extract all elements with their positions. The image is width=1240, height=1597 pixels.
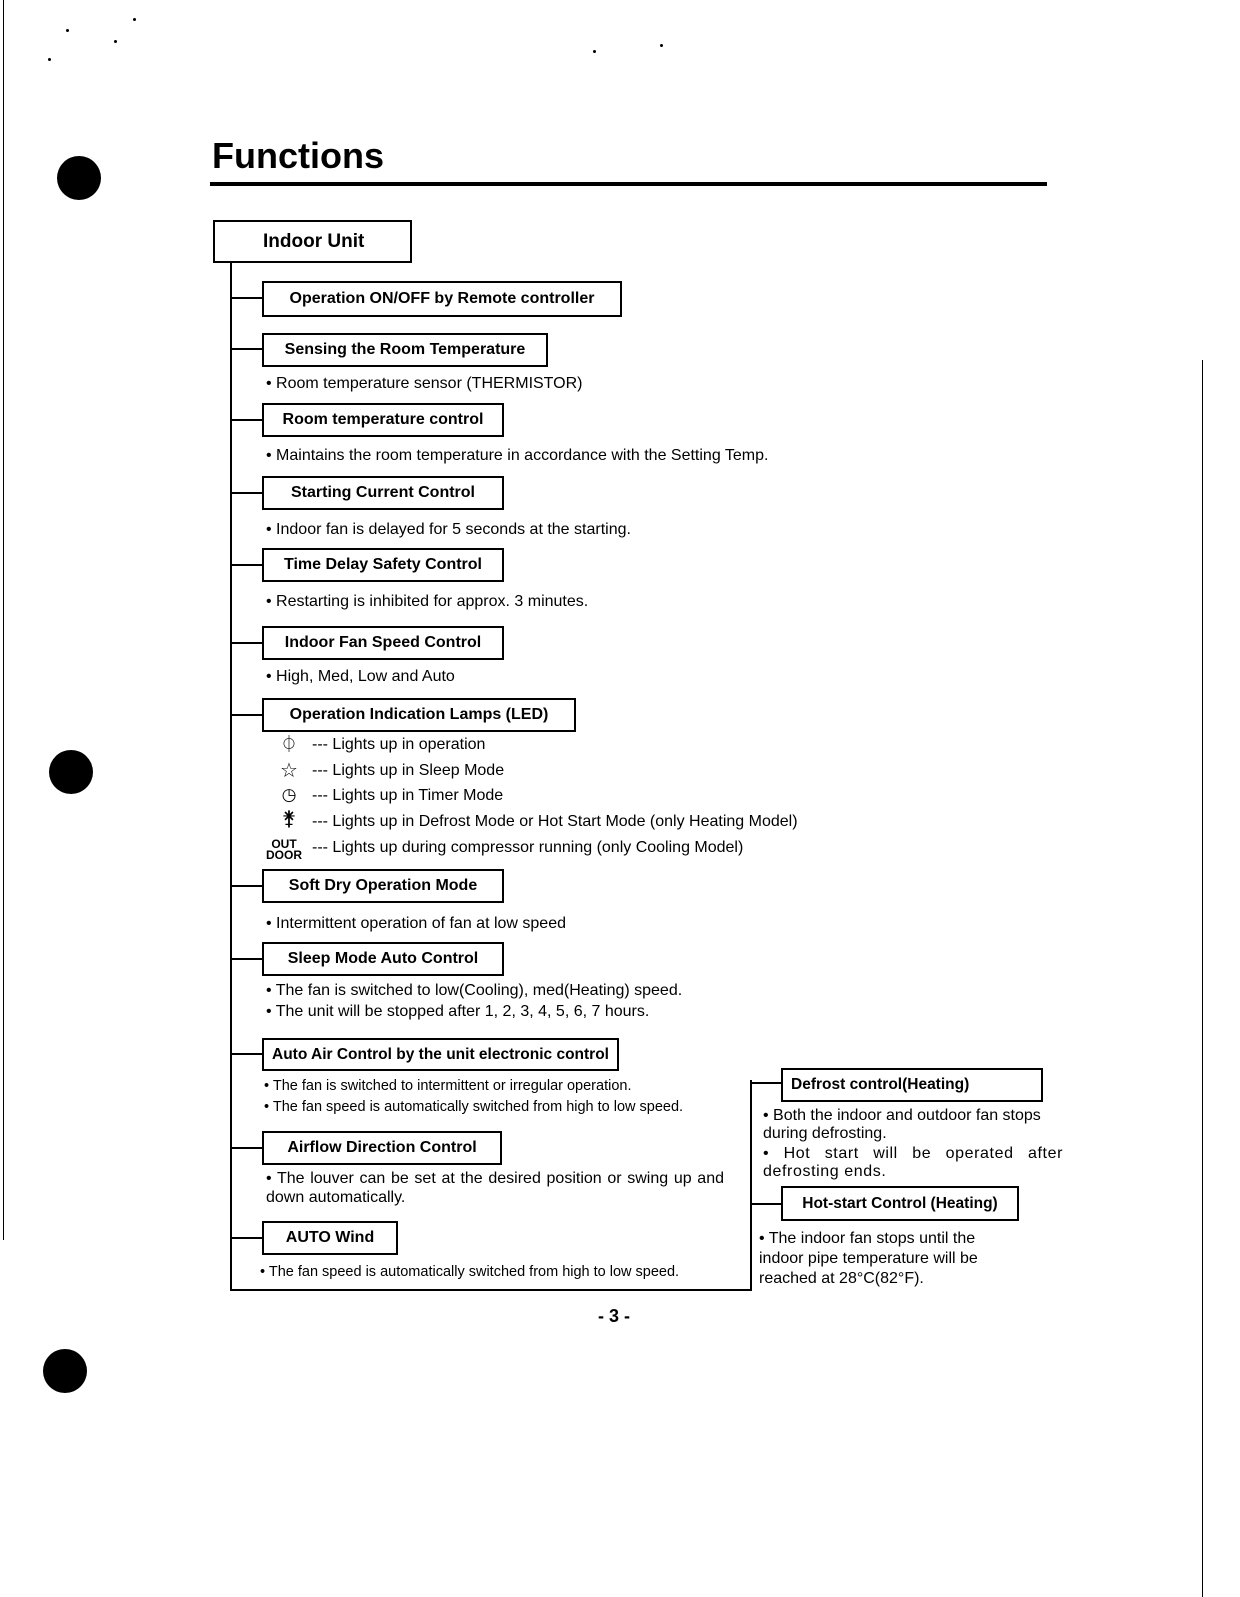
function-box-sleep-mode [262, 942, 504, 976]
scan-speck [48, 58, 51, 61]
function-note: • The fan speed is automatically switched from high to low speed. [260, 1264, 680, 1280]
root-box-indoor-unit [213, 220, 412, 263]
function-note: • Both the indoor and outdoor fan stops during defrosting. [763, 1107, 1041, 1142]
connector [230, 642, 263, 644]
connector [230, 348, 263, 350]
function-box-room-temp-control [262, 403, 504, 437]
function-label: Hot-start Control (Heating) [802, 1194, 998, 1212]
connector [230, 1237, 263, 1239]
tree-trunk [230, 263, 232, 1291]
binder-hole-middle [49, 750, 93, 794]
function-note: • Intermittent operation of fan at low speed [266, 915, 566, 932]
function-box-time-delay-safety [262, 548, 504, 582]
function-note: • The fan speed is automatically switched from high to low speed. [264, 1099, 684, 1115]
function-label: Airflow Direction Control [287, 1139, 477, 1156]
defrost-icon: ⚵ [281, 808, 297, 830]
function-note: • Indoor fan is delayed for 5 seconds at the starting. [266, 521, 631, 538]
function-note: • High, Med, Low and Auto [266, 668, 455, 685]
outdoor-label-bottom: DOOR [266, 848, 302, 862]
connector [230, 564, 263, 566]
side-trunk [750, 1080, 752, 1291]
function-box-fan-speed [262, 626, 504, 660]
function-box-airflow-direction [262, 1131, 502, 1165]
lamp-description: --- Lights up in Sleep Mode [312, 762, 505, 779]
function-box-hot-start [781, 1186, 1019, 1221]
function-note: • Maintains the room temperature in accordance with the Setting Temp. [266, 447, 769, 464]
power-icon: ⏀ [280, 735, 298, 754]
function-box-defrost [781, 1068, 1043, 1102]
function-note: • The unit will be stopped after 1, 2, 3, 4, 5, 6, 7 hours. [266, 1003, 650, 1020]
function-note: • Hot start will be operated after defrosting ends. [763, 1145, 1063, 1180]
binder-hole-top [57, 156, 101, 200]
function-label: Indoor Fan Speed Control [284, 634, 482, 651]
connector [230, 958, 263, 960]
tree-bottom-rule [230, 1289, 752, 1291]
connector [230, 297, 263, 299]
scan-speck [114, 40, 117, 43]
function-label: Starting Current Control [291, 484, 475, 501]
function-box-soft-dry [262, 869, 504, 903]
scan-speck [660, 44, 663, 47]
function-box-indication-lamps [262, 698, 576, 732]
function-note: • The indoor fan stops until the indoor pipe temperature will be reached at 28°C(82°F). [759, 1230, 978, 1287]
connector [230, 714, 263, 716]
function-label: Auto Air Control by the unit electronic control [272, 1045, 609, 1063]
connector [230, 492, 263, 494]
function-note: • Room temperature sensor (THERMISTOR) [266, 375, 583, 392]
lamp-description: --- Lights up in operation [312, 736, 486, 753]
lamp-description: --- Lights up in Defrost Mode or Hot Start Mode (only Heating Model) [312, 813, 798, 830]
outdoor-label-top: OUT [271, 837, 297, 851]
function-note: • The louver can be set at the desired position or swing up and down automatically. [266, 1170, 724, 1206]
function-box-auto-wind [262, 1221, 398, 1255]
connector [750, 1082, 782, 1084]
connector [750, 1203, 782, 1205]
lamp-description: --- Lights up during compressor running (only Cooling Model) [312, 839, 744, 856]
page-title: Functions [212, 135, 384, 176]
function-label: Time Delay Safety Control [284, 556, 482, 573]
page-number: - 3 - [598, 1306, 631, 1326]
binder-hole-bottom [43, 1349, 87, 1393]
function-label: Operation Indication Lamps (LED) [289, 706, 549, 723]
function-box-operation-onoff [262, 281, 622, 317]
timer-icon: ◷ [281, 785, 297, 804]
function-label: Soft Dry Operation Mode [288, 877, 478, 894]
right-page-edge [1202, 360, 1203, 1597]
scan-speck [66, 29, 69, 32]
function-label: AUTO Wind [285, 1229, 375, 1246]
connector [230, 1053, 263, 1055]
function-label: Defrost control(Heating) [791, 1076, 970, 1094]
scan-speck [593, 50, 596, 53]
left-page-edge [3, 0, 4, 1240]
function-box-sensing-room-temp [262, 333, 548, 367]
star-icon: ☆ [280, 760, 298, 782]
connector [230, 419, 263, 421]
outdoor-label-icon [262, 839, 306, 861]
root-label: Indoor Unit [263, 231, 365, 252]
function-note: • The fan is switched to low(Cooling), med(Heating) speed. [266, 982, 683, 999]
function-label: Sensing the Room Temperature [284, 341, 526, 358]
function-note: • Restarting is inhibited for approx. 3 minutes. [266, 593, 589, 610]
function-box-starting-current [262, 476, 504, 510]
scan-speck [133, 18, 136, 21]
function-box-auto-air [262, 1038, 619, 1071]
lamp-description: --- Lights up in Timer Mode [312, 787, 504, 804]
connector [230, 1147, 263, 1149]
title-rule [210, 182, 1047, 186]
function-label: Room temperature control [282, 411, 484, 428]
function-note: • The fan is switched to intermittent or irregular operation. [264, 1078, 632, 1094]
function-label: Operation ON/OFF by Remote controller [289, 290, 595, 307]
connector [230, 885, 263, 887]
function-label: Sleep Mode Auto Control [287, 950, 479, 967]
